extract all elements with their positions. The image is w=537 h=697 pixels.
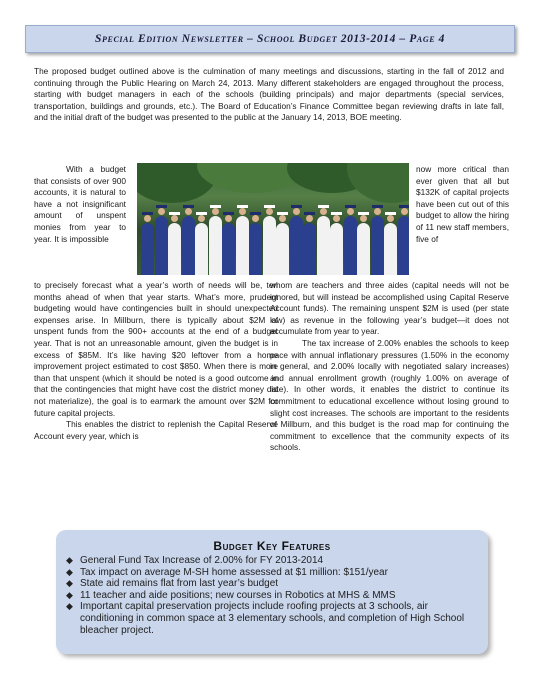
right-column-top [416,164,509,245]
graduate-figure [317,216,330,275]
diamond-bullet-icon: ◆ [66,566,73,577]
key-feature-text: 11 teacher and aide positions; new courses in Robotics at MHS & MMS [80,589,396,601]
graduate-figure [290,216,303,275]
graduate-figure [398,216,410,275]
graduate-figure [222,223,235,275]
key-features-title: Budget Key Features [213,539,331,553]
diamond-bullet-icon: ◆ [66,578,73,589]
graduate-figure [141,223,154,275]
graduate-figure [155,216,168,275]
left-column-paragraph-2: This enables the district to replenish the Capital Reserve Account every year, which is [34,419,278,441]
key-features-list [66,555,484,636]
key-feature-item [66,578,484,590]
header-title: Special Edition Newsletter – School Budget 2013-2014 – Page 4 [95,33,445,45]
graduate-figure [330,223,343,275]
newsletter-header [25,25,515,53]
graduate-figure [236,216,249,275]
graduate-figure [263,216,276,275]
right-column-paragraph-1: whom are teachers and three aides (capital needs will not be ignored, but will instead be accomplished using Capital Reserve Account funds). The remaining unspent $2M is used (per state law) as revenue in the following year’s budget—it does not accumulate from year to year. [270,280,509,337]
right-column-top-text: now more critical than ever given that all but $132K of capital projects have been cut out of this budget to allow the hiring of 11 new staff members, five of [416,164,509,244]
left-column-top [34,164,126,245]
left-column-top-text: With a budget that consists of over 900 accounts, it is natural to have a not insignificant amount of unspent monies from year to year. It is impossible [34,164,126,244]
key-feature-text: State aid remains flat from last year’s budget [80,578,279,590]
graduate-figure [249,223,262,275]
key-feature-item [66,567,484,579]
diamond-bullet-icon: ◆ [66,589,73,600]
right-column-bottom [270,280,509,454]
graduation-photo [137,163,409,275]
key-feature-text: General Fund Tax Increase of 2.00% for FY 2013-2014 [80,555,324,566]
graduate-figure [357,223,370,275]
left-column-paragraph-1: to precisely forecast what a year’s worth of needs will be, ten months ahead of when that year starts. What’s more, prudent budgeting would have contingencies built in should unexpected expenses arise. In Millburn, there is typically about $2M of unspent funds from the 900+ accounts at the end of a budget year. That is not an unreasonable amount, given the budget is in excess of $85M. It’s like having $20 leftover from a home improvement project estimated to cost $850. When there is more than that unspent (which it should be noted is a good outcome in that the contingencies that might have cost the district money did not materialize), the goal is to earmark the amount over $2M for future capital projects. [34,280,278,418]
graduate-figure [182,216,195,275]
diamond-bullet-icon: ◆ [66,601,73,612]
key-feature-text: Important capital preservation projects include roofing projects at 3 schools, air conditioning in common space at 3 elementary schools, and completion of High School bleacher project. [80,601,465,636]
graduate-figure [195,223,208,275]
graduate-figure [344,216,357,275]
intro-paragraph: The proposed budget outlined above is the culmination of many meetings and discussions, starting in the fall of 2012 and continuing through the Public Hearing on March 24, 2013. Many different stakeholders are engaged throughout the process, starting with budget managers in each of the schools (building principals) and major departments (special services, transportation, buildings and grounds, etc.). The Board of Education’s Finance Committee began reviewing drafts in late fall, and the initial draft of the budget was presented to the public at the January 14, 2013, BOE meeting. [34,66,504,123]
graduate-figure [168,223,181,275]
left-column-bottom [34,280,278,442]
graduate-figure [276,223,289,275]
key-feature-text: Tax impact on average M-SH home assessed at $1 million: $151/year [80,566,388,578]
key-feature-item [66,555,484,567]
graduate-figure [371,216,384,275]
key-features-box [56,530,488,654]
key-feature-item [66,601,484,636]
right-column-paragraph-2: The tax increase of 2.00% enables the schools to keep pace with annual inflationary pressures (1.50% in the economy in general, and 2.00% locally with negotiated salary increases) and annual enrollment growth (roughly 1.00% on average of late). In other words, it enables the district to continue its commitment to educational excellence without losing ground to slight cost increases. The schools are important to the residents of Millburn, and this budget is the road map for continuing the commitment to excellence that the community expects of its schools. [270,337,509,453]
key-feature-item [66,590,484,602]
graduate-figure [303,223,316,275]
diamond-bullet-icon: ◆ [66,555,73,565]
graduate-figure [384,223,397,275]
graduate-figure [209,216,222,275]
